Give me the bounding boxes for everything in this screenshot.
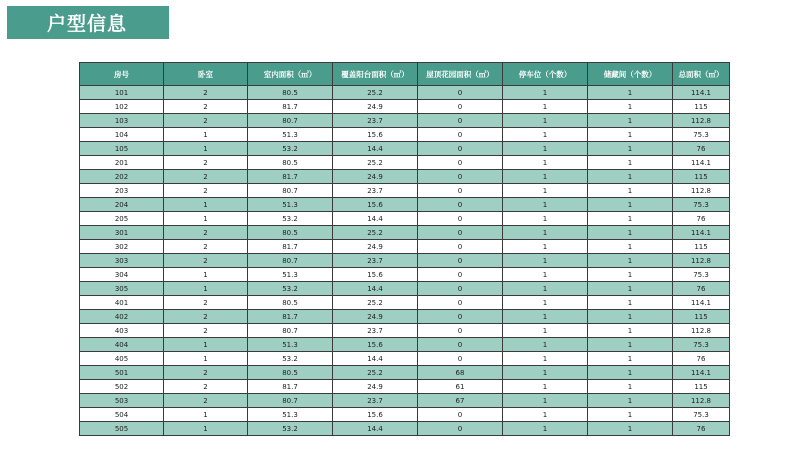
- roof-garden-area-cell: 0: [418, 310, 503, 324]
- storage-cell: 1: [588, 254, 673, 268]
- total-area-cell: 112.8: [673, 184, 730, 198]
- parking-cell: 1: [503, 240, 588, 254]
- table-row: [80, 114, 730, 128]
- storage-cell: 1: [588, 324, 673, 338]
- storage-cell: 1: [588, 198, 673, 212]
- indoor-area-cell: 80.7: [248, 394, 333, 408]
- room-number-cell: 401: [80, 296, 164, 310]
- parking-cell: 1: [503, 366, 588, 380]
- room-number-cell: 405: [80, 352, 164, 366]
- balcony-area-cell: 23.7: [333, 184, 418, 198]
- balcony-area-cell: 14.4: [333, 352, 418, 366]
- balcony-area-cell: 24.9: [333, 380, 418, 394]
- indoor-area-cell: 51.3: [248, 408, 333, 422]
- storage-cell: 1: [588, 310, 673, 324]
- table-row: [80, 226, 730, 240]
- table-row: [80, 352, 730, 366]
- indoor-area-cell: 53.2: [248, 422, 333, 436]
- bedrooms-cell: 1: [164, 338, 248, 352]
- bedrooms-cell: 2: [164, 296, 248, 310]
- room-number-cell: 301: [80, 226, 164, 240]
- indoor-area-cell: 53.2: [248, 142, 333, 156]
- storage-cell: 1: [588, 408, 673, 422]
- storage-cell: 1: [588, 240, 673, 254]
- storage-cell: 1: [588, 128, 673, 142]
- table-row: [80, 366, 730, 380]
- table-row: [80, 170, 730, 184]
- roof-garden-area-cell: 0: [418, 240, 503, 254]
- total-area-cell: 114.1: [673, 156, 730, 170]
- storage-cell: 1: [588, 394, 673, 408]
- indoor-area-cell: 80.5: [248, 226, 333, 240]
- parking-cell: 1: [503, 212, 588, 226]
- indoor-area-cell: 51.3: [248, 198, 333, 212]
- room-number-cell: 504: [80, 408, 164, 422]
- total-area-cell: 115: [673, 240, 730, 254]
- parking-cell: 1: [503, 86, 588, 100]
- roof-garden-area-cell: 68: [418, 366, 503, 380]
- table-row: [80, 240, 730, 254]
- parking-cell: 1: [503, 268, 588, 282]
- parking-cell: 1: [503, 422, 588, 436]
- parking-cell: 1: [503, 282, 588, 296]
- total-area-cell: 114.1: [673, 86, 730, 100]
- bedrooms-cell: 2: [164, 86, 248, 100]
- storage-cell: 1: [588, 422, 673, 436]
- bedrooms-cell: 2: [164, 170, 248, 184]
- parking-cell: 1: [503, 380, 588, 394]
- balcony-area-cell: 14.4: [333, 142, 418, 156]
- bedrooms-cell: 2: [164, 366, 248, 380]
- indoor-area-cell: 53.2: [248, 212, 333, 226]
- roof-garden-area-cell: 67: [418, 394, 503, 408]
- bedrooms-cell: 1: [164, 408, 248, 422]
- room-number-cell: 201: [80, 156, 164, 170]
- parking-cell: 1: [503, 254, 588, 268]
- roof-garden-area-cell: 0: [418, 156, 503, 170]
- balcony-area-cell: 23.7: [333, 324, 418, 338]
- parking-cell: 1: [503, 114, 588, 128]
- room-number-cell: 505: [80, 422, 164, 436]
- page-title: 户型信息: [47, 13, 128, 35]
- table-row: [80, 100, 730, 114]
- bedrooms-cell: 2: [164, 240, 248, 254]
- bedrooms-cell: 2: [164, 156, 248, 170]
- bedrooms-cell: 2: [164, 114, 248, 128]
- indoor-area-cell: 80.7: [248, 114, 333, 128]
- roof-garden-area-cell: 0: [418, 212, 503, 226]
- unit-info-table: [79, 62, 730, 436]
- indoor-area-cell: 80.5: [248, 156, 333, 170]
- bedrooms-cell: 1: [164, 212, 248, 226]
- total-area-cell: 115: [673, 170, 730, 184]
- room-number-cell: 205: [80, 212, 164, 226]
- total-area-cell: 76: [673, 142, 730, 156]
- indoor-area-cell: 80.5: [248, 366, 333, 380]
- roof-garden-area-cell: 0: [418, 128, 503, 142]
- balcony-area-cell: 14.4: [333, 282, 418, 296]
- storage-cell: 1: [588, 282, 673, 296]
- total-area-cell: 76: [673, 352, 730, 366]
- bedrooms-cell: 1: [164, 142, 248, 156]
- room-number-cell: 303: [80, 254, 164, 268]
- room-number-cell: 501: [80, 366, 164, 380]
- room-number-cell: 402: [80, 310, 164, 324]
- room-number-cell: 302: [80, 240, 164, 254]
- indoor-area-cell: 51.3: [248, 268, 333, 282]
- balcony-area-cell: 24.9: [333, 100, 418, 114]
- indoor-area-cell: 81.7: [248, 100, 333, 114]
- table-row: [80, 156, 730, 170]
- indoor-area-cell: 53.2: [248, 282, 333, 296]
- parking-cell: 1: [503, 338, 588, 352]
- table-row: [80, 310, 730, 324]
- total-area-cell: 112.8: [673, 254, 730, 268]
- roof-garden-area-cell: 0: [418, 408, 503, 422]
- balcony-area-cell: 15.6: [333, 268, 418, 282]
- balcony-area-cell: 25.2: [333, 156, 418, 170]
- total-area-cell: 115: [673, 100, 730, 114]
- total-area-cell: 112.8: [673, 324, 730, 338]
- roof-garden-area-cell: 0: [418, 422, 503, 436]
- balcony-area-cell: 25.2: [333, 296, 418, 310]
- bedrooms-cell: 2: [164, 380, 248, 394]
- bedrooms-cell: 1: [164, 422, 248, 436]
- roof-garden-area-cell: 0: [418, 86, 503, 100]
- roof-garden-area-cell: 0: [418, 324, 503, 338]
- room-number-cell: 103: [80, 114, 164, 128]
- total-area-cell: 114.1: [673, 296, 730, 310]
- balcony-area-cell: 15.6: [333, 198, 418, 212]
- room-number-cell: 403: [80, 324, 164, 338]
- room-number-cell: 105: [80, 142, 164, 156]
- storage-cell: 1: [588, 142, 673, 156]
- table-header-row: [80, 63, 730, 86]
- balcony-area-cell: 25.2: [333, 226, 418, 240]
- total-area-cell: 75.3: [673, 338, 730, 352]
- total-area-cell: 115: [673, 380, 730, 394]
- parking-cell: 1: [503, 156, 588, 170]
- table-row: [80, 198, 730, 212]
- room-number-cell: 503: [80, 394, 164, 408]
- storage-cell: 1: [588, 114, 673, 128]
- total-area-cell: 75.3: [673, 268, 730, 282]
- bedrooms-cell: 2: [164, 226, 248, 240]
- unit-info-table-container: [79, 62, 729, 436]
- table-row: [80, 380, 730, 394]
- table-row: [80, 86, 730, 100]
- table-row: [80, 128, 730, 142]
- bedrooms-cell: 1: [164, 282, 248, 296]
- balcony-area-cell: 15.6: [333, 338, 418, 352]
- bedrooms-cell: 2: [164, 184, 248, 198]
- room-number-cell: 502: [80, 380, 164, 394]
- table-row: [80, 296, 730, 310]
- room-number-cell: 304: [80, 268, 164, 282]
- balcony-area-cell: 14.4: [333, 212, 418, 226]
- parking-cell: 1: [503, 170, 588, 184]
- column-header-indoor-area: 室内面积（㎡）: [248, 63, 333, 86]
- storage-cell: 1: [588, 366, 673, 380]
- column-header-total-area: 总面积（㎡）: [673, 63, 730, 86]
- parking-cell: 1: [503, 198, 588, 212]
- roof-garden-area-cell: 0: [418, 282, 503, 296]
- column-header-roof-garden-area: 屋顶花园面积（㎡）: [418, 63, 503, 86]
- total-area-cell: 114.1: [673, 226, 730, 240]
- storage-cell: 1: [588, 268, 673, 282]
- total-area-cell: 112.8: [673, 114, 730, 128]
- parking-cell: 1: [503, 100, 588, 114]
- roof-garden-area-cell: 0: [418, 114, 503, 128]
- balcony-area-cell: 24.9: [333, 240, 418, 254]
- bedrooms-cell: 1: [164, 352, 248, 366]
- roof-garden-area-cell: 0: [418, 100, 503, 114]
- storage-cell: 1: [588, 226, 673, 240]
- column-header-storage: 储藏间（个数）: [588, 63, 673, 86]
- roof-garden-area-cell: 0: [418, 338, 503, 352]
- room-number-cell: 204: [80, 198, 164, 212]
- roof-garden-area-cell: 0: [418, 198, 503, 212]
- balcony-area-cell: 23.7: [333, 394, 418, 408]
- roof-garden-area-cell: 0: [418, 184, 503, 198]
- indoor-area-cell: 53.2: [248, 352, 333, 366]
- parking-cell: 1: [503, 128, 588, 142]
- indoor-area-cell: 80.7: [248, 254, 333, 268]
- total-area-cell: 75.3: [673, 198, 730, 212]
- total-area-cell: 76: [673, 422, 730, 436]
- parking-cell: 1: [503, 226, 588, 240]
- parking-cell: 1: [503, 352, 588, 366]
- storage-cell: 1: [588, 212, 673, 226]
- table-row: [80, 212, 730, 226]
- roof-garden-area-cell: 0: [418, 226, 503, 240]
- total-area-cell: 75.3: [673, 408, 730, 422]
- column-header-bedrooms: 卧室: [164, 63, 248, 86]
- indoor-area-cell: 80.5: [248, 86, 333, 100]
- storage-cell: 1: [588, 380, 673, 394]
- parking-cell: 1: [503, 394, 588, 408]
- table-row: [80, 184, 730, 198]
- total-area-cell: 76: [673, 212, 730, 226]
- storage-cell: 1: [588, 170, 673, 184]
- table-row: [80, 324, 730, 338]
- indoor-area-cell: 81.7: [248, 170, 333, 184]
- indoor-area-cell: 81.7: [248, 240, 333, 254]
- storage-cell: 1: [588, 86, 673, 100]
- roof-garden-area-cell: 0: [418, 296, 503, 310]
- indoor-area-cell: 80.7: [248, 184, 333, 198]
- balcony-area-cell: 25.2: [333, 366, 418, 380]
- bedrooms-cell: 1: [164, 128, 248, 142]
- room-number-cell: 102: [80, 100, 164, 114]
- indoor-area-cell: 51.3: [248, 128, 333, 142]
- total-area-cell: 112.8: [673, 394, 730, 408]
- table-row: [80, 282, 730, 296]
- column-header-balcony-area: 覆盖阳台面积（㎡）: [333, 63, 418, 86]
- balcony-area-cell: 23.7: [333, 254, 418, 268]
- room-number-cell: 202: [80, 170, 164, 184]
- title-banner: [7, 6, 169, 39]
- bedrooms-cell: 2: [164, 324, 248, 338]
- column-header-parking: 停车位（个数）: [503, 63, 588, 86]
- balcony-area-cell: 23.7: [333, 114, 418, 128]
- roof-garden-area-cell: 0: [418, 254, 503, 268]
- room-number-cell: 101: [80, 86, 164, 100]
- table-body: [80, 86, 730, 436]
- storage-cell: 1: [588, 184, 673, 198]
- column-header-room-number: 房号: [80, 63, 164, 86]
- balcony-area-cell: 15.6: [333, 408, 418, 422]
- balcony-area-cell: 15.6: [333, 128, 418, 142]
- roof-garden-area-cell: 61: [418, 380, 503, 394]
- room-number-cell: 104: [80, 128, 164, 142]
- table-row: [80, 142, 730, 156]
- table-row: [80, 394, 730, 408]
- bedrooms-cell: 2: [164, 310, 248, 324]
- total-area-cell: 114.1: [673, 366, 730, 380]
- storage-cell: 1: [588, 338, 673, 352]
- balcony-area-cell: 14.4: [333, 422, 418, 436]
- storage-cell: 1: [588, 156, 673, 170]
- roof-garden-area-cell: 0: [418, 170, 503, 184]
- bedrooms-cell: 2: [164, 254, 248, 268]
- bedrooms-cell: 1: [164, 268, 248, 282]
- total-area-cell: 115: [673, 310, 730, 324]
- roof-garden-area-cell: 0: [418, 268, 503, 282]
- parking-cell: 1: [503, 296, 588, 310]
- total-area-cell: 76: [673, 282, 730, 296]
- indoor-area-cell: 80.7: [248, 324, 333, 338]
- parking-cell: 1: [503, 184, 588, 198]
- storage-cell: 1: [588, 296, 673, 310]
- indoor-area-cell: 80.5: [248, 296, 333, 310]
- table-row: [80, 338, 730, 352]
- roof-garden-area-cell: 0: [418, 142, 503, 156]
- balcony-area-cell: 24.9: [333, 170, 418, 184]
- balcony-area-cell: 25.2: [333, 86, 418, 100]
- room-number-cell: 305: [80, 282, 164, 296]
- storage-cell: 1: [588, 100, 673, 114]
- parking-cell: 1: [503, 142, 588, 156]
- room-number-cell: 203: [80, 184, 164, 198]
- table-row: [80, 254, 730, 268]
- bedrooms-cell: 1: [164, 198, 248, 212]
- indoor-area-cell: 51.3: [248, 338, 333, 352]
- roof-garden-area-cell: 0: [418, 352, 503, 366]
- room-number-cell: 404: [80, 338, 164, 352]
- parking-cell: 1: [503, 408, 588, 422]
- table-row: [80, 268, 730, 282]
- indoor-area-cell: 81.7: [248, 380, 333, 394]
- total-area-cell: 75.3: [673, 128, 730, 142]
- table-row: [80, 408, 730, 422]
- storage-cell: 1: [588, 352, 673, 366]
- indoor-area-cell: 81.7: [248, 310, 333, 324]
- table-row: [80, 422, 730, 436]
- balcony-area-cell: 24.9: [333, 310, 418, 324]
- bedrooms-cell: 2: [164, 394, 248, 408]
- parking-cell: 1: [503, 310, 588, 324]
- bedrooms-cell: 2: [164, 100, 248, 114]
- parking-cell: 1: [503, 324, 588, 338]
